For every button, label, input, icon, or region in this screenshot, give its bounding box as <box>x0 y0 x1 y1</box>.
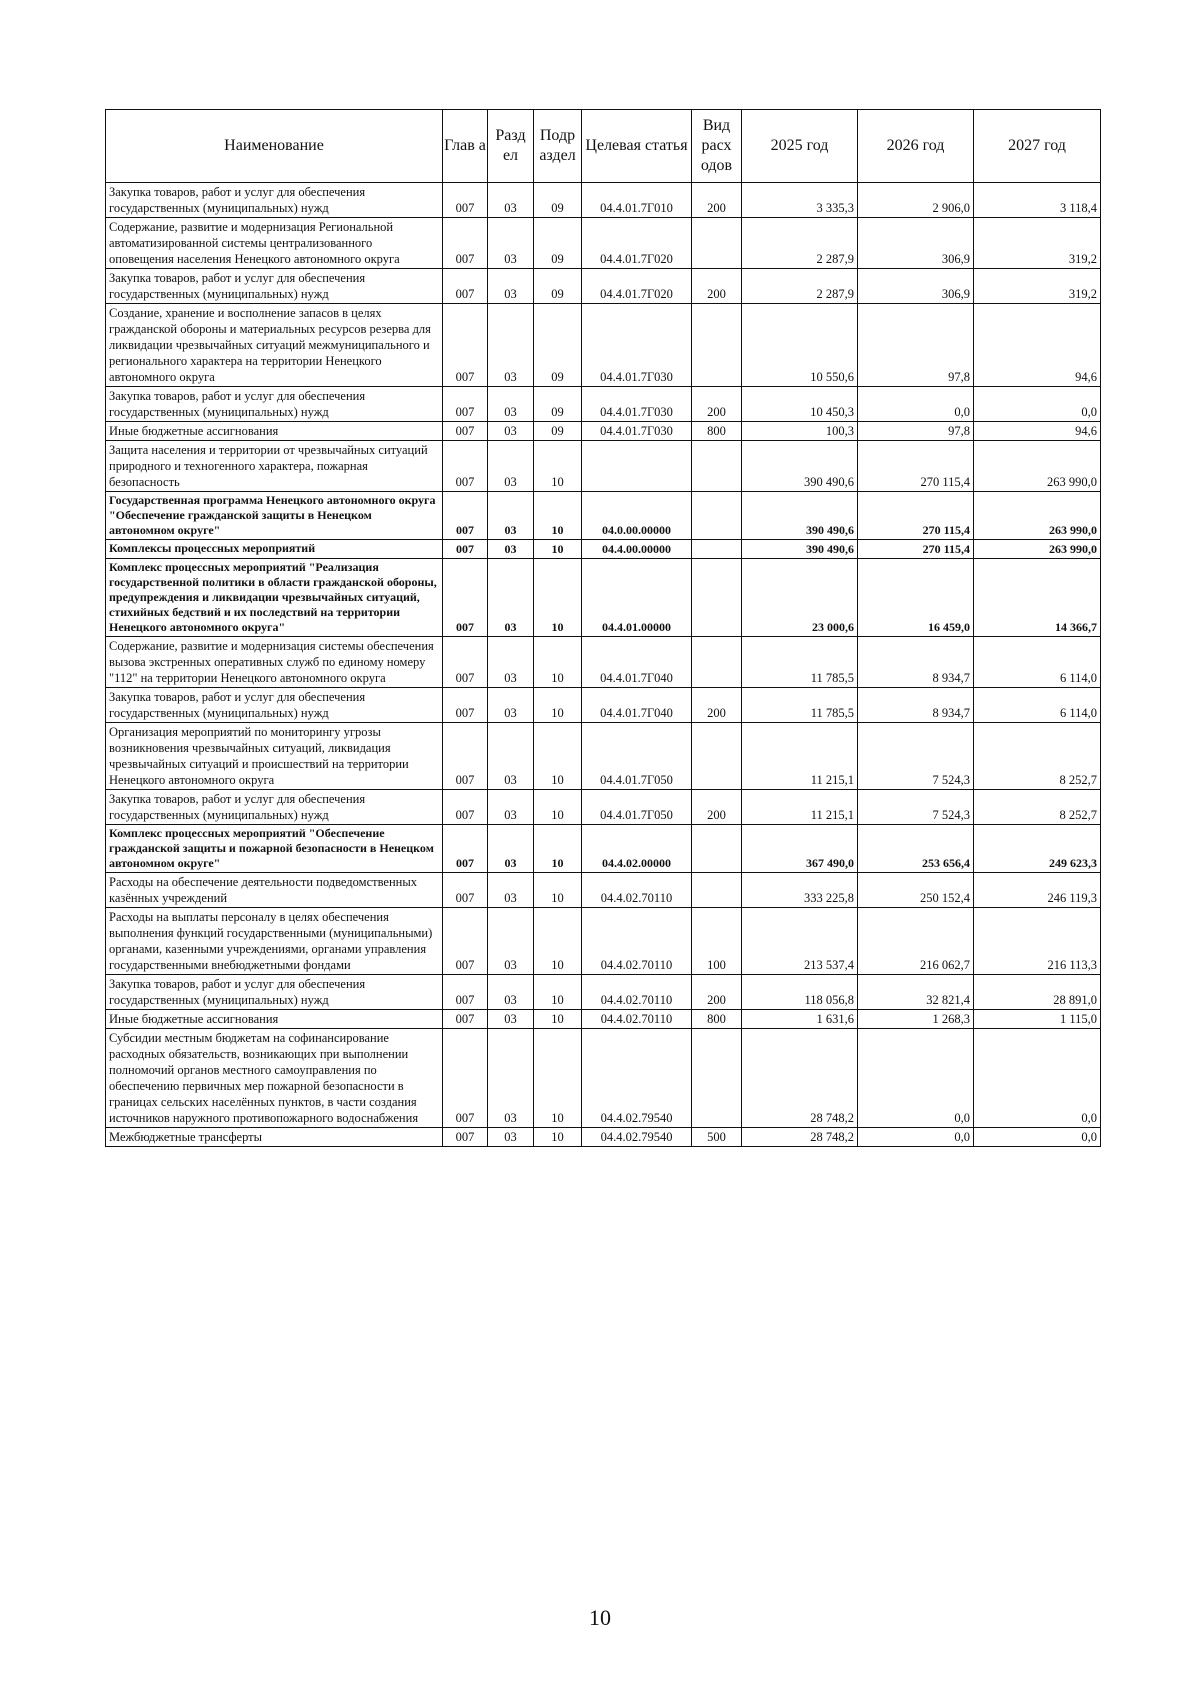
table-row <box>106 825 1101 873</box>
cell-2027: 8 252,7 <box>974 723 1101 790</box>
cell-2026: 32 821,4 <box>858 975 974 1010</box>
cell-2027: 246 119,3 <box>974 873 1101 908</box>
cell-razdel: 03 <box>488 218 534 269</box>
cell-2025: 10 550,6 <box>742 304 858 387</box>
cell-podrazdel: 10 <box>534 688 582 723</box>
cell-statya: 04.4.01.00000 <box>582 559 692 637</box>
cell-statya: 04.4.02.70110 <box>582 873 692 908</box>
cell-statya: 04.4.02.70110 <box>582 975 692 1010</box>
cell-vid <box>692 1029 742 1128</box>
cell-name: Закупка товаров, работ и услуг для обеспечения государственных (муниципальных) нужд <box>106 975 443 1010</box>
cell-statya: 04.4.01.7Г030 <box>582 422 692 441</box>
cell-statya: 04.4.01.7Г040 <box>582 637 692 688</box>
cell-2025: 100,3 <box>742 422 858 441</box>
cell-2025: 11 785,5 <box>742 637 858 688</box>
cell-razdel: 03 <box>488 975 534 1010</box>
cell-2027: 319,2 <box>974 269 1101 304</box>
cell-statya: 04.4.01.7Г040 <box>582 688 692 723</box>
cell-razdel: 03 <box>488 688 534 723</box>
cell-vid: 200 <box>692 688 742 723</box>
cell-2026: 216 062,7 <box>858 908 974 975</box>
cell-name: Комплексы процессных мероприятий <box>106 540 443 559</box>
cell-glava: 007 <box>443 723 488 790</box>
cell-glava: 007 <box>443 559 488 637</box>
cell-glava: 007 <box>443 1128 488 1147</box>
cell-2026: 8 934,7 <box>858 637 974 688</box>
cell-razdel: 03 <box>488 422 534 441</box>
cell-podrazdel: 10 <box>534 790 582 825</box>
cell-2025: 333 225,8 <box>742 873 858 908</box>
cell-name: Закупка товаров, работ и услуг для обеспечения государственных (муниципальных) нужд <box>106 790 443 825</box>
table-row <box>106 1029 1101 1128</box>
table-row <box>106 540 1101 559</box>
cell-statya: 04.4.01.7Г030 <box>582 387 692 422</box>
cell-vid: 200 <box>692 387 742 422</box>
cell-razdel: 03 <box>488 825 534 873</box>
cell-2025: 213 537,4 <box>742 908 858 975</box>
cell-glava: 007 <box>443 540 488 559</box>
cell-2025: 10 450,3 <box>742 387 858 422</box>
cell-razdel: 03 <box>488 1128 534 1147</box>
cell-razdel: 03 <box>488 540 534 559</box>
cell-statya: 04.4.01.7Г050 <box>582 790 692 825</box>
cell-vid <box>692 441 742 492</box>
cell-podrazdel: 09 <box>534 183 582 218</box>
cell-statya: 04.0.00.00000 <box>582 492 692 540</box>
cell-statya: 04.4.01.7Г030 <box>582 304 692 387</box>
cell-name: Защита населения и территории от чрезвычайных ситуаций природного и техногенного характера, пожарная безопасность <box>106 441 443 492</box>
cell-2027: 216 113,3 <box>974 908 1101 975</box>
table-row <box>106 908 1101 975</box>
cell-2025: 11 215,1 <box>742 723 858 790</box>
cell-razdel: 03 <box>488 269 534 304</box>
cell-name: Содержание, развитие и модернизация системы обеспечения вызова экстренных оперативных служб по единому номеру "112" на территории Ненецкого автономного округа <box>106 637 443 688</box>
cell-2026: 270 115,4 <box>858 441 974 492</box>
cell-vid <box>692 304 742 387</box>
cell-2025: 28 748,2 <box>742 1029 858 1128</box>
cell-2027: 249 623,3 <box>974 825 1101 873</box>
cell-glava: 007 <box>443 269 488 304</box>
page-number: 10 <box>589 1605 611 1630</box>
cell-2026: 0,0 <box>858 1029 974 1128</box>
cell-vid: 200 <box>692 975 742 1010</box>
cell-2025: 28 748,2 <box>742 1128 858 1147</box>
cell-vid <box>692 218 742 269</box>
cell-glava: 007 <box>443 387 488 422</box>
cell-vid <box>692 873 742 908</box>
cell-name: Создание, хранение и восполнение запасов в целях гражданской обороны и материальных ресурсов резерва для ликвидации чрезвычайных ситуаций межмуниципального и регионального характера на территории Ненецкого автономного округа <box>106 304 443 387</box>
table-body <box>106 183 1101 1147</box>
cell-vid: 200 <box>692 183 742 218</box>
cell-vid <box>692 492 742 540</box>
cell-razdel: 03 <box>488 559 534 637</box>
cell-podrazdel: 10 <box>534 441 582 492</box>
cell-glava: 007 <box>443 1029 488 1128</box>
cell-name: Закупка товаров, работ и услуг для обеспечения государственных (муниципальных) нужд <box>106 269 443 304</box>
cell-razdel: 03 <box>488 723 534 790</box>
cell-glava: 007 <box>443 218 488 269</box>
cell-podrazdel: 10 <box>534 559 582 637</box>
cell-2025: 390 490,6 <box>742 492 858 540</box>
cell-2025: 3 335,3 <box>742 183 858 218</box>
table-row <box>106 304 1101 387</box>
cell-2025: 390 490,6 <box>742 441 858 492</box>
cell-podrazdel: 10 <box>534 975 582 1010</box>
cell-glava: 007 <box>443 1010 488 1029</box>
cell-2027: 0,0 <box>974 1128 1101 1147</box>
cell-2027: 94,6 <box>974 422 1101 441</box>
cell-razdel: 03 <box>488 441 534 492</box>
header-podrazdel: Подр аздел <box>534 110 582 183</box>
cell-statya: 04.4.02.70110 <box>582 1010 692 1029</box>
cell-podrazdel: 10 <box>534 1128 582 1147</box>
cell-razdel: 03 <box>488 1029 534 1128</box>
cell-name: Субсидии местным бюджетам на софинансирование расходных обязательств, возникающих при выполнении полномочий органов местного самоуправления по обеспечению первичных мер пожарной безопасности в границах сельских населённых пунктов, в части создания источников наружного противопожарного водоснабжения <box>106 1029 443 1128</box>
cell-vid: 800 <box>692 1010 742 1029</box>
table-row <box>106 723 1101 790</box>
cell-razdel: 03 <box>488 873 534 908</box>
cell-glava: 007 <box>443 908 488 975</box>
cell-vid: 200 <box>692 790 742 825</box>
cell-glava: 007 <box>443 975 488 1010</box>
cell-2025: 23 000,6 <box>742 559 858 637</box>
cell-name: Иные бюджетные ассигнования <box>106 1010 443 1029</box>
cell-2027: 6 114,0 <box>974 688 1101 723</box>
cell-statya: 04.4.02.70110 <box>582 908 692 975</box>
header-razdel: Разд ел <box>488 110 534 183</box>
cell-2026: 270 115,4 <box>858 492 974 540</box>
cell-podrazdel: 10 <box>534 825 582 873</box>
cell-vid: 800 <box>692 422 742 441</box>
cell-statya: 04.4.01.7Г010 <box>582 183 692 218</box>
cell-2025: 11 215,1 <box>742 790 858 825</box>
cell-podrazdel: 09 <box>534 304 582 387</box>
cell-name: Закупка товаров, работ и услуг для обеспечения государственных (муниципальных) нужд <box>106 688 443 723</box>
cell-2026: 97,8 <box>858 304 974 387</box>
cell-vid: 100 <box>692 908 742 975</box>
cell-2027: 0,0 <box>974 387 1101 422</box>
cell-razdel: 03 <box>488 908 534 975</box>
cell-razdel: 03 <box>488 183 534 218</box>
cell-statya: 04.4.02.79540 <box>582 1029 692 1128</box>
cell-name: Комплекс процессных мероприятий "Реализация государственной политики в области гражданской обороны, предупреждения и ликвидации чрезвычайных ситуаций, стихийных бедствий и их последствий на территории Ненецкого автономного округа" <box>106 559 443 637</box>
cell-2027: 263 990,0 <box>974 540 1101 559</box>
cell-podrazdel: 09 <box>534 422 582 441</box>
table-row <box>106 183 1101 218</box>
cell-2026: 1 268,3 <box>858 1010 974 1029</box>
cell-2026: 250 152,4 <box>858 873 974 908</box>
cell-2027: 263 990,0 <box>974 441 1101 492</box>
cell-2027: 319,2 <box>974 218 1101 269</box>
table-row <box>106 637 1101 688</box>
cell-glava: 007 <box>443 304 488 387</box>
cell-glava: 007 <box>443 790 488 825</box>
cell-2026: 97,8 <box>858 422 974 441</box>
table-header-row <box>106 110 1101 183</box>
cell-glava: 007 <box>443 492 488 540</box>
cell-podrazdel: 10 <box>534 1029 582 1128</box>
header-2027: 2027 год <box>974 110 1101 183</box>
cell-statya <box>582 441 692 492</box>
table-row <box>106 688 1101 723</box>
cell-2025: 390 490,6 <box>742 540 858 559</box>
cell-name: Расходы на выплаты персоналу в целях обеспечения выполнения функций государственными (муниципальными) органами, казенными учреждениями, органами управления государственными внебюджетными фондами <box>106 908 443 975</box>
cell-podrazdel: 10 <box>534 1010 582 1029</box>
cell-name: Межбюджетные трансферты <box>106 1128 443 1147</box>
cell-glava: 007 <box>443 688 488 723</box>
cell-2025: 118 056,8 <box>742 975 858 1010</box>
cell-name: Содержание, развитие и модернизация Региональной автоматизированной системы централизованного оповещения населения Ненецкого автономного округа <box>106 218 443 269</box>
cell-name: Государственная программа Ненецкого автономного округа "Обеспечение гражданской защиты в Ненецком автономном округе" <box>106 492 443 540</box>
cell-razdel: 03 <box>488 304 534 387</box>
cell-2027: 8 252,7 <box>974 790 1101 825</box>
cell-name: Организация мероприятий по мониторингу угрозы возникновения чрезвычайных ситуаций, ликвидация чрезвычайных ситуаций и происшествий на территории Ненецкого автономного округа <box>106 723 443 790</box>
cell-statya: 04.4.01.7Г050 <box>582 723 692 790</box>
cell-glava: 007 <box>443 825 488 873</box>
cell-razdel: 03 <box>488 637 534 688</box>
cell-2027: 14 366,7 <box>974 559 1101 637</box>
cell-podrazdel: 09 <box>534 269 582 304</box>
cell-statya: 04.4.01.7Г020 <box>582 269 692 304</box>
cell-2026: 0,0 <box>858 387 974 422</box>
cell-podrazdel: 09 <box>534 387 582 422</box>
cell-razdel: 03 <box>488 387 534 422</box>
table-row <box>106 1010 1101 1029</box>
cell-vid <box>692 559 742 637</box>
table-row <box>106 422 1101 441</box>
cell-2027: 3 118,4 <box>974 183 1101 218</box>
header-statya: Целевая статья <box>582 110 692 183</box>
cell-podrazdel: 10 <box>534 637 582 688</box>
cell-2025: 1 631,6 <box>742 1010 858 1029</box>
table-row <box>106 873 1101 908</box>
cell-statya: 04.4.01.7Г020 <box>582 218 692 269</box>
cell-name: Иные бюджетные ассигнования <box>106 422 443 441</box>
cell-statya: 04.4.02.00000 <box>582 825 692 873</box>
cell-2025: 2 287,9 <box>742 269 858 304</box>
cell-2025: 367 490,0 <box>742 825 858 873</box>
cell-vid <box>692 825 742 873</box>
cell-2026: 306,9 <box>858 218 974 269</box>
cell-podrazdel: 09 <box>534 218 582 269</box>
cell-2026: 16 459,0 <box>858 559 974 637</box>
cell-name: Комплекс процессных мероприятий "Обеспечение гражданской защиты и пожарной безопасности в Ненецком автономном округе" <box>106 825 443 873</box>
table-row <box>106 1128 1101 1147</box>
table-row <box>106 269 1101 304</box>
cell-2027: 28 891,0 <box>974 975 1101 1010</box>
cell-vid: 500 <box>692 1128 742 1147</box>
cell-2027: 94,6 <box>974 304 1101 387</box>
cell-statya: 04.4.02.79540 <box>582 1128 692 1147</box>
header-name: Наименование <box>106 110 443 183</box>
cell-vid: 200 <box>692 269 742 304</box>
cell-vid <box>692 540 742 559</box>
table-row <box>106 790 1101 825</box>
cell-vid <box>692 637 742 688</box>
cell-2025: 11 785,5 <box>742 688 858 723</box>
cell-podrazdel: 10 <box>534 492 582 540</box>
table-row <box>106 559 1101 637</box>
cell-2026: 8 934,7 <box>858 688 974 723</box>
cell-2026: 306,9 <box>858 269 974 304</box>
cell-name: Закупка товаров, работ и услуг для обеспечения государственных (муниципальных) нужд <box>106 387 443 422</box>
cell-2026: 270 115,4 <box>858 540 974 559</box>
cell-podrazdel: 10 <box>534 540 582 559</box>
cell-2027: 263 990,0 <box>974 492 1101 540</box>
cell-name: Расходы на обеспечение деятельности подведомственных казённых учреждений <box>106 873 443 908</box>
cell-razdel: 03 <box>488 790 534 825</box>
cell-razdel: 03 <box>488 492 534 540</box>
cell-glava: 007 <box>443 441 488 492</box>
cell-2026: 2 906,0 <box>858 183 974 218</box>
table-row <box>106 492 1101 540</box>
header-2026: 2026 год <box>858 110 974 183</box>
cell-2025: 2 287,9 <box>742 218 858 269</box>
table-row <box>106 218 1101 269</box>
cell-2026: 7 524,3 <box>858 723 974 790</box>
cell-glava: 007 <box>443 873 488 908</box>
cell-2026: 7 524,3 <box>858 790 974 825</box>
cell-2026: 253 656,4 <box>858 825 974 873</box>
header-glava: Глав а <box>443 110 488 183</box>
table-row <box>106 387 1101 422</box>
cell-2027: 1 115,0 <box>974 1010 1101 1029</box>
cell-podrazdel: 10 <box>534 908 582 975</box>
budget-table <box>105 109 1101 1147</box>
cell-name: Закупка товаров, работ и услуг для обеспечения государственных (муниципальных) нужд <box>106 183 443 218</box>
table-row <box>106 975 1101 1010</box>
table-row <box>106 441 1101 492</box>
cell-2026: 0,0 <box>858 1128 974 1147</box>
cell-glava: 007 <box>443 422 488 441</box>
cell-podrazdel: 10 <box>534 723 582 790</box>
cell-glava: 007 <box>443 637 488 688</box>
cell-2027: 6 114,0 <box>974 637 1101 688</box>
header-vid: Вид расх одов <box>692 110 742 183</box>
cell-2027: 0,0 <box>974 1029 1101 1128</box>
cell-vid <box>692 723 742 790</box>
cell-statya: 04.4.00.00000 <box>582 540 692 559</box>
cell-glava: 007 <box>443 183 488 218</box>
cell-razdel: 03 <box>488 1010 534 1029</box>
header-2025: 2025 год <box>742 110 858 183</box>
cell-podrazdel: 10 <box>534 873 582 908</box>
